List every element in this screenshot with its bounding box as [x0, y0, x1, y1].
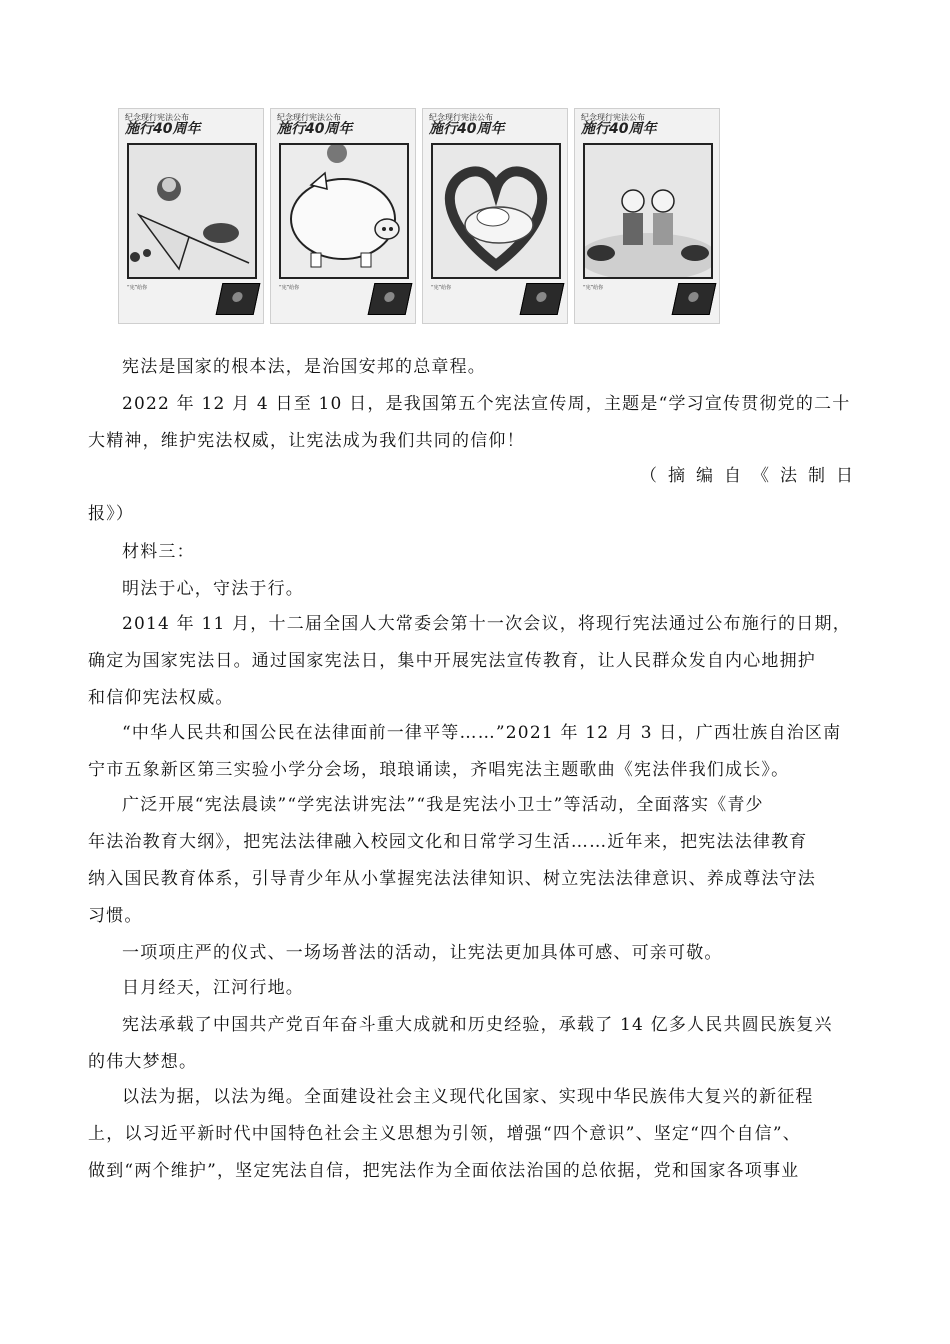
constitution-book-icon [216, 283, 261, 315]
constitution-book-icon [520, 283, 565, 315]
poster-header-small: 纪念现行宪法公布 [429, 113, 493, 122]
poster-caption: “宪”给你 [583, 285, 604, 291]
poster-header-big: 施行40周年 [429, 121, 505, 137]
constitution-poster-strip [118, 108, 724, 328]
paragraph-line: “中华人民共和国公民在法律面前一律平等……”2021 年 12 月 3 日，广西壮族自治区南 [122, 723, 842, 743]
poster-caption: “宪”给你 [127, 285, 148, 291]
paragraph-line: 和信仰宪法权威。 [88, 688, 234, 708]
paragraph-line: 日月经天，江河行地。 [122, 978, 304, 998]
poster-header [125, 113, 200, 137]
paragraph-line: 年法治教育大纲》，把宪法法律融入校园文化和日常学习生活……近年来，把宪法法律教育 [88, 832, 808, 852]
source-citation-end: 报》） [88, 504, 135, 524]
constitution-book-icon [672, 283, 717, 315]
poster-piggy-bank [270, 108, 416, 324]
paragraph-line: 宪法承载了中国共产党百年奋斗重大成就和历史经验，承载了 14 亿多人民共圆民族复兴 [122, 1015, 833, 1035]
paragraph-line: 的伟大梦想。 [88, 1052, 198, 1072]
paragraph-line: 一项项庄严的仪式、一场场普法的活动，让宪法更加具体可感、可亲可敬。 [122, 943, 723, 963]
poster-header [581, 113, 656, 137]
hands-heart-illustration [431, 143, 561, 279]
paragraph-line: 习惯。 [88, 906, 143, 926]
paragraph-line: 上，以习近平新时代中国特色社会主义思想为引领，增强“四个意识”、坚定“四个自信”、 [88, 1124, 801, 1144]
paragraph-line: 明法于心，守法于行。 [122, 579, 304, 599]
paragraph-line: 做到“两个维护”，坚定宪法自信，把宪法作为全面依法治国的总依据，党和国家各项事业 [88, 1161, 800, 1181]
paragraph-line: 宪法是国家的根本法，是治国安邦的总章程。 [122, 357, 486, 377]
paragraph-line: 广泛开展“宪法晨读”“学宪法讲宪法”“我是宪法小卫士”等活动，全面落实《青少 [122, 795, 764, 815]
paragraph-line: 大精神，维护宪法权威，让宪法成为我们共同的信仰！ [88, 431, 525, 451]
paragraph-line: 宁市五象新区第三实验小学分会场，琅琅诵读，齐唱宪法主题歌曲《宪法伴我们成长》。 [88, 760, 790, 780]
poster-header-big: 施行40周年 [581, 121, 657, 137]
poster-header-big: 施行40周年 [277, 121, 353, 137]
poster-header-small: 纪念现行宪法公布 [581, 113, 645, 122]
poster-header-small: 纪念现行宪法公布 [125, 113, 189, 122]
poster-paper-plane [118, 108, 264, 324]
poster-caption: “宪”给你 [431, 285, 452, 291]
paragraph-line: 确定为国家宪法日。通过国家宪法日，集中开展宪法宣传教育，让人民群众发自内心地拥护 [88, 651, 816, 671]
paragraph-line: 2022 年 12 月 4 日至 10 日，是我国第五个宪法宣传周，主题是“学习宣传贯彻党的二十 [122, 394, 851, 414]
poster-header [277, 113, 352, 137]
poster-header [429, 113, 504, 137]
poster-hands-heart [422, 108, 568, 324]
source-citation: （摘编自《法制日 [640, 466, 864, 486]
elderly-couple-illustration [583, 143, 713, 279]
poster-caption: “宪”给你 [279, 285, 300, 291]
poster-elderly-couple [574, 108, 720, 324]
paragraph-line: 2014 年 11 月，十二届全国人大常委会第十一次会议，将现行宪法通过公布施行的日期， [122, 614, 851, 634]
constitution-book-icon [368, 283, 413, 315]
piggy-bank-illustration [279, 143, 409, 279]
poster-header-small: 纪念现行宪法公布 [277, 113, 341, 122]
poster-header-big: 施行40周年 [125, 121, 201, 137]
paragraph-line: 以法为据，以法为绳。全面建设社会主义现代化国家、实现中华民族伟大复兴的新征程 [122, 1087, 814, 1107]
section-heading: 材料三： [122, 542, 195, 562]
paragraph-line: 纳入国民教育体系，引导青少年从小掌握宪法法律知识、树立宪法法律意识、养成尊法守法 [88, 869, 816, 889]
paper-plane-illustration [127, 143, 257, 279]
